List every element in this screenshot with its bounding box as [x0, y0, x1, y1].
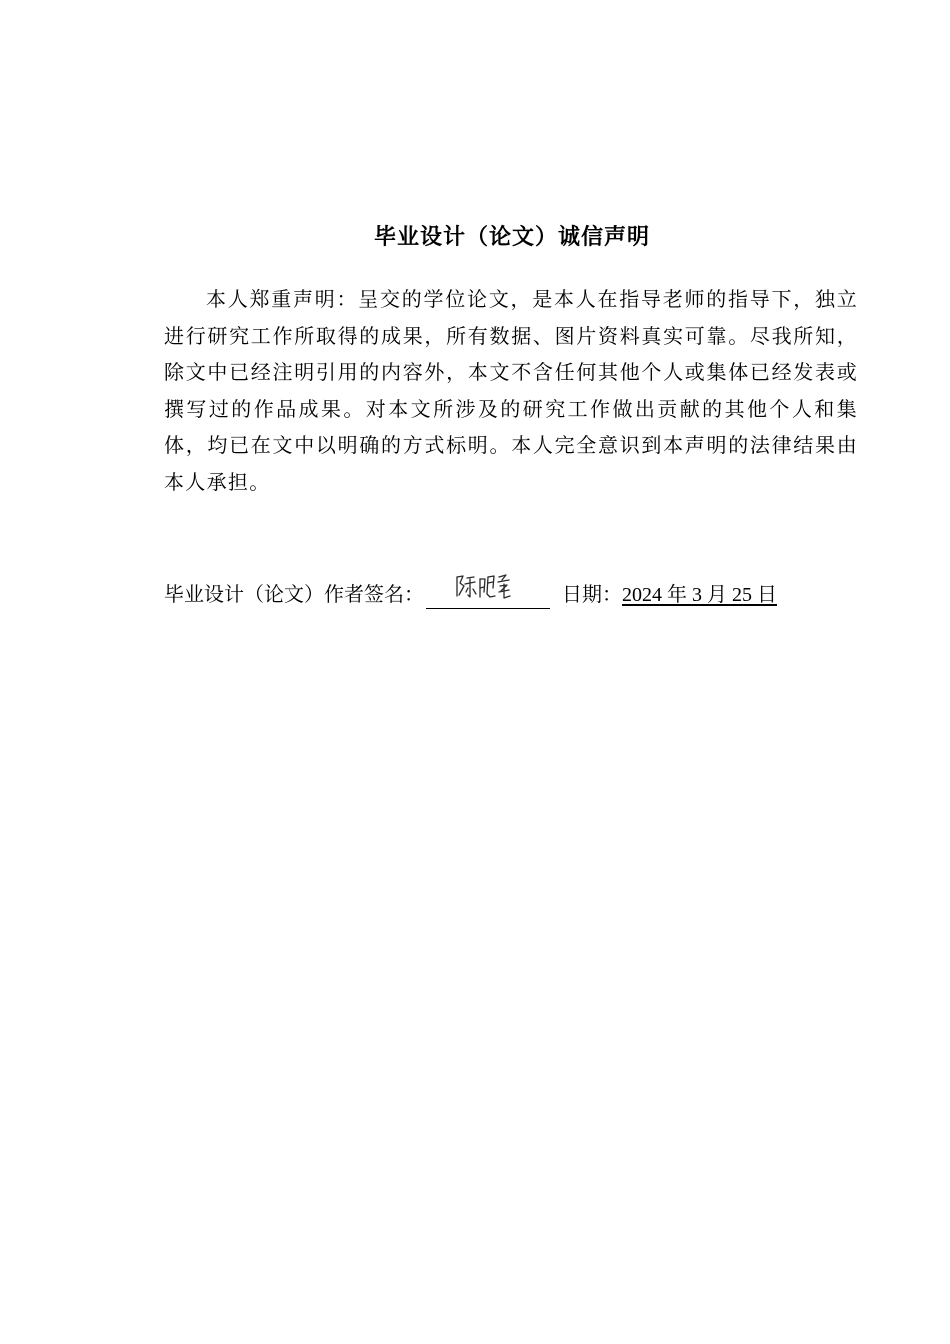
declaration-body: 本人郑重声明：呈交的学位论文，是本人在指导老师的指导下，独立进行研究工作所取得的成果，所有数据、图片资料真实可靠。尽我所知，除文中已经注明引用的内容外，本文不含任何其他个人或集体已经发表或撰写过的作品成果。对本文所涉及的研究工作做出贡献的其他个人和集体，均已在文中以明确的方式标明。本人完全意识到本声明的法律结果由本人承担。 — [164, 289, 858, 494]
signature-label: 毕业设计（论文）作者签名： — [164, 584, 424, 606]
declaration-title: 毕业设计（论文）诚信声明 — [373, 225, 650, 250]
handwritten-signature — [454, 570, 518, 606]
signature-row — [164, 578, 884, 612]
date-label: 日期： — [562, 584, 622, 606]
signature-field — [426, 578, 550, 609]
date-value: 2024 年 3 月 25 日 — [622, 584, 777, 606]
